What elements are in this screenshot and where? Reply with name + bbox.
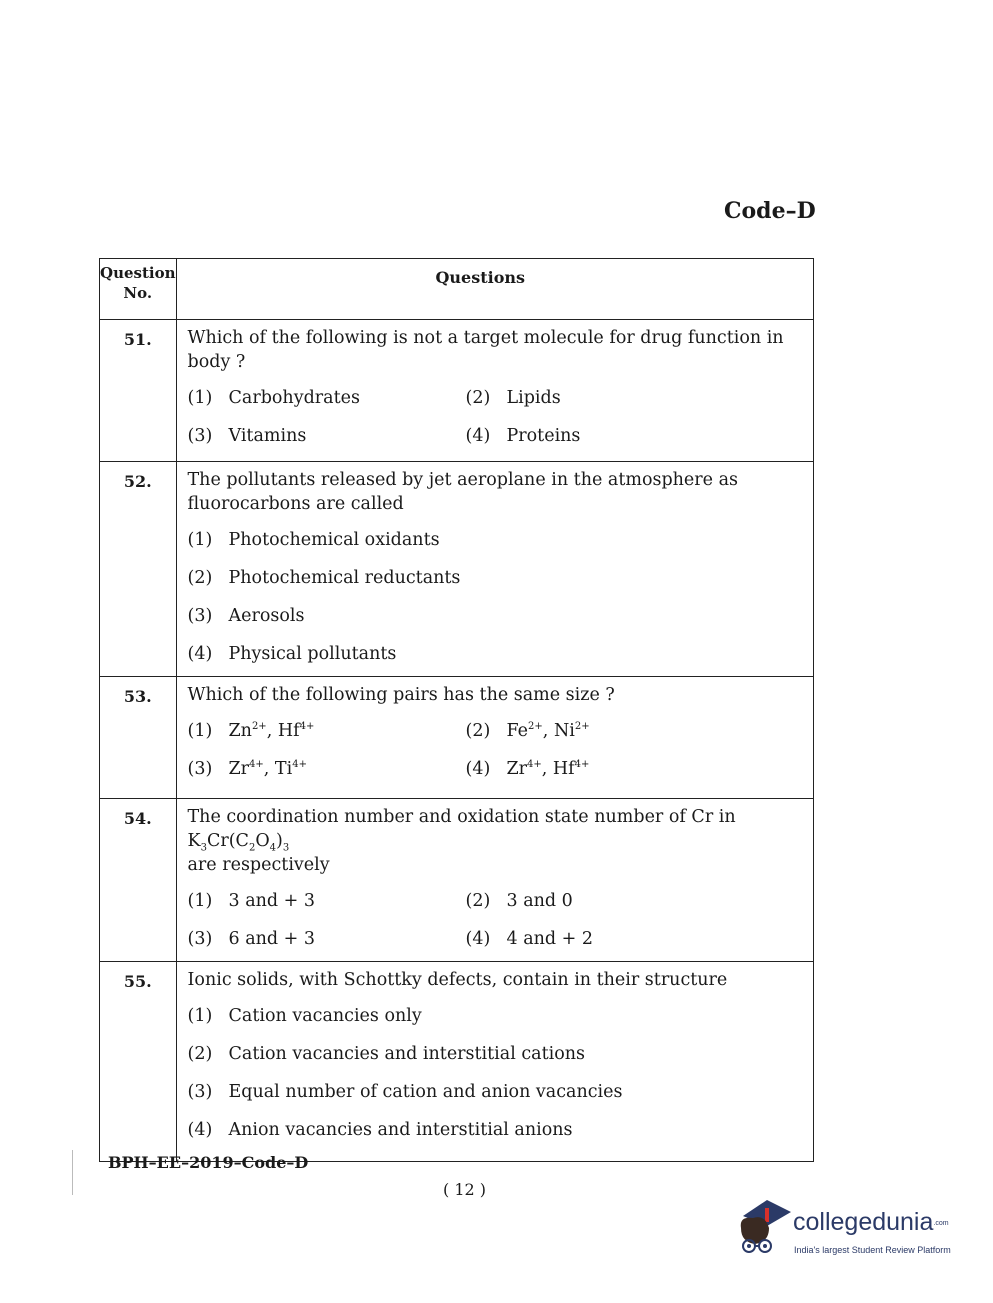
option-number: (1) xyxy=(187,388,213,408)
question-number-header xyxy=(100,259,177,320)
question-content xyxy=(176,320,814,462)
option xyxy=(466,757,806,781)
option-number: (1) xyxy=(187,721,213,741)
options-grid xyxy=(188,380,806,448)
margin-mark xyxy=(72,1150,73,1195)
header-no-label: No. xyxy=(123,284,153,302)
option-number: (2) xyxy=(465,891,491,911)
question-number: 54. xyxy=(100,799,177,962)
option xyxy=(188,528,806,552)
table-header-row xyxy=(100,259,814,320)
option-number: (3) xyxy=(187,1082,213,1102)
option xyxy=(188,642,806,666)
option-text: Physical pollutants xyxy=(228,644,397,664)
option-text: Aerosols xyxy=(228,606,305,626)
option-number: (2) xyxy=(187,1044,213,1064)
question-stem: The pollutants released by jet aeroplane in the atmosphere as fluorocarbons are called xyxy=(187,470,738,514)
options-grid xyxy=(188,883,806,951)
logo-wordmark: collegedunia.com xyxy=(793,1208,949,1236)
logo-tagline: India's largest Student Review Platform xyxy=(794,1245,951,1255)
option-number: (1) xyxy=(187,530,213,550)
option-number: (2) xyxy=(465,721,491,741)
option-text: 4 and + 2 xyxy=(506,929,594,949)
option-number: (3) xyxy=(187,606,213,626)
option-text: Photochemical oxidants xyxy=(228,530,440,550)
option-text: 3 and + 3 xyxy=(228,891,316,911)
question-table xyxy=(99,258,814,1162)
question-content xyxy=(176,462,814,677)
question-stem: Which of the following is not a target molecule for drug function in body ? xyxy=(187,328,784,372)
option-number: (4) xyxy=(465,929,491,949)
option xyxy=(188,1118,806,1142)
collegedunia-logo[interactable] xyxy=(735,1198,965,1268)
option-text: $Fe^{2+}$, $Ni^{2+}$ xyxy=(506,721,590,741)
question-row xyxy=(100,320,814,462)
option-number: (3) xyxy=(187,759,213,779)
option-number: (4) xyxy=(465,759,491,779)
chemical-formula: $K_3Cr(C_2O_4)_3$ xyxy=(187,831,290,854)
question-row xyxy=(100,677,814,799)
question-stem: Which of the following pairs has the same size ? xyxy=(187,685,615,705)
options-list xyxy=(188,522,806,666)
question-number: 53. xyxy=(100,677,177,799)
footer-paper-code: BPH–EE–2019–Code–D xyxy=(108,1153,309,1172)
option-text: Equal number of cation and anion vacancies xyxy=(228,1082,623,1102)
option-text: Proteins xyxy=(506,426,581,446)
option-text: $Zn^{2+}$, $Hf^{4+}$ xyxy=(228,721,315,741)
option xyxy=(188,757,466,781)
question-row xyxy=(100,962,814,1162)
option xyxy=(188,719,466,743)
question-number: 55. xyxy=(100,962,177,1162)
question-content xyxy=(176,962,814,1162)
question-content xyxy=(176,677,814,799)
option xyxy=(188,889,466,913)
student-mascot-icon xyxy=(735,1198,793,1262)
question-content xyxy=(176,799,814,962)
option xyxy=(188,1080,806,1104)
question-stem: Ionic solids, with Schottky defects, contain in their structure xyxy=(187,970,728,990)
option-text: $Zr^{4+}$, $Ti^{4+}$ xyxy=(228,759,307,779)
option-number: (3) xyxy=(187,929,213,949)
option-text: 3 and 0 xyxy=(506,891,573,911)
option-number: (1) xyxy=(187,891,213,911)
question-number: 51. xyxy=(100,320,177,462)
option xyxy=(466,424,806,448)
option xyxy=(188,386,466,410)
paper-code: Code–D xyxy=(724,198,816,224)
option-number: (4) xyxy=(187,1120,213,1140)
option xyxy=(188,1042,806,1066)
option-text: Carbohydrates xyxy=(228,388,360,408)
header-question-label: Question xyxy=(100,264,176,282)
option-number: (4) xyxy=(187,644,213,664)
question-row xyxy=(100,462,814,677)
option-number: (2) xyxy=(465,388,491,408)
option-text: Cation vacancies only xyxy=(228,1006,422,1026)
option-number: (1) xyxy=(187,1006,213,1026)
option-number: (3) xyxy=(187,426,213,446)
options-list xyxy=(188,998,806,1142)
option-text: $Zr^{4+}$, $Hf^{4+}$ xyxy=(506,759,590,779)
option-text: Anion vacancies and interstitial anions xyxy=(228,1120,573,1140)
option xyxy=(466,719,806,743)
option-text: Vitamins xyxy=(228,426,307,446)
question-row xyxy=(100,799,814,962)
option xyxy=(188,927,466,951)
option-text: 6 and + 3 xyxy=(228,929,316,949)
option-text: Cation vacancies and interstitial cations xyxy=(228,1044,586,1064)
option-number: (4) xyxy=(465,426,491,446)
option xyxy=(188,1004,806,1028)
question-stem: The coordination number and oxidation state number of Cr in $K_3Cr(C_2O_4)_3$ are respectively xyxy=(187,807,736,875)
question-number: 52. xyxy=(100,462,177,677)
option-text: Photochemical reductants xyxy=(228,568,461,588)
option-number: (2) xyxy=(187,568,213,588)
option xyxy=(466,927,806,951)
page-number: ( 12 ) xyxy=(443,1180,487,1199)
option xyxy=(188,424,466,448)
questions-header: Questions xyxy=(176,259,814,320)
option xyxy=(466,889,806,913)
option xyxy=(466,386,806,410)
option xyxy=(188,566,806,590)
option xyxy=(188,604,806,628)
options-grid xyxy=(188,713,806,781)
option-text: Lipids xyxy=(506,388,561,408)
